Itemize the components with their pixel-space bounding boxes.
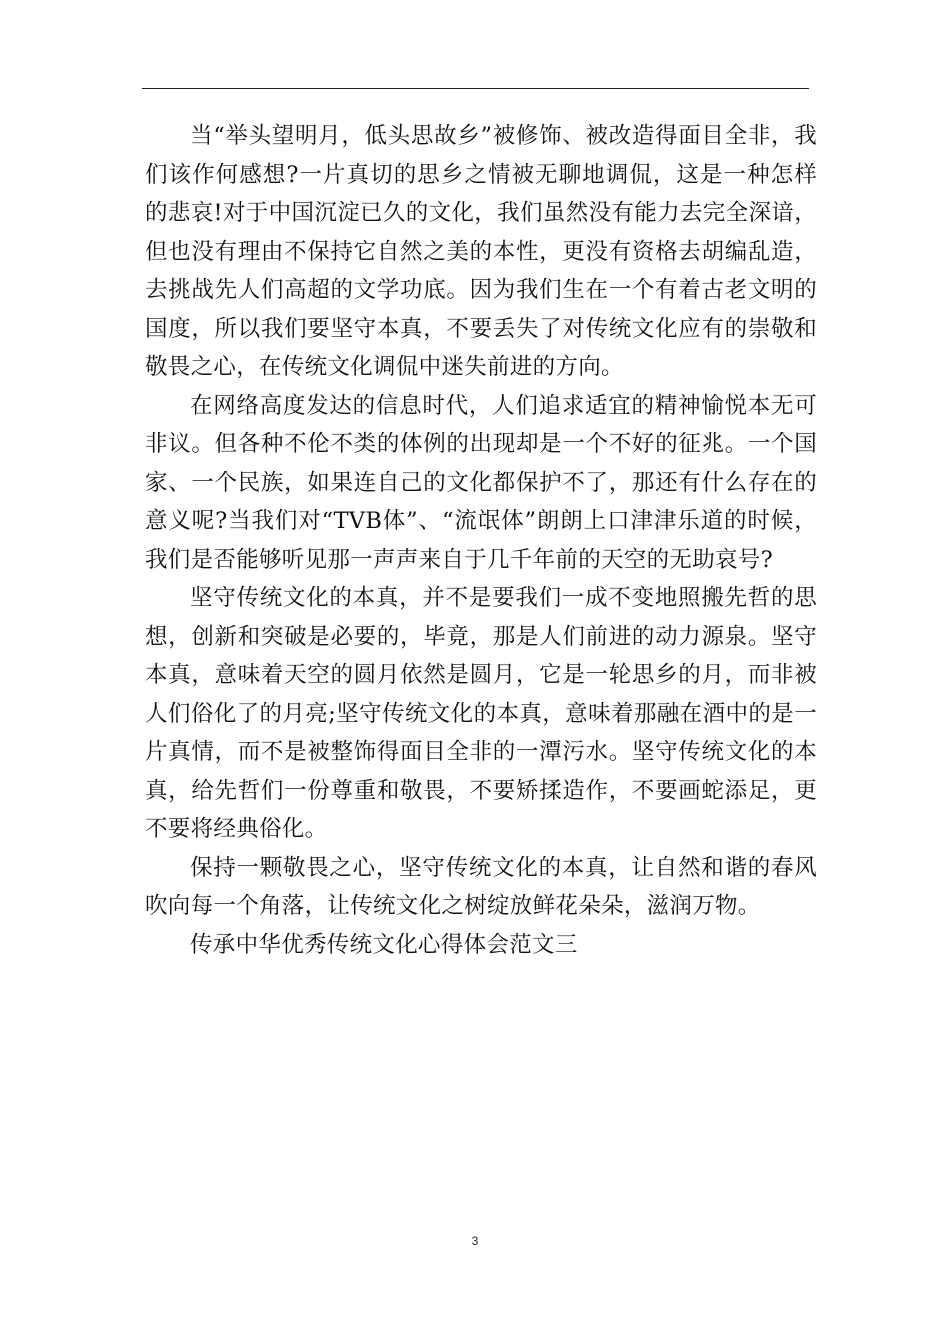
- paragraph-4: 保持一颗敬畏之心，坚守传统文化的本真，让自然和谐的春风吹向每一个角落，让传统文化之树绽放鲜花朵朵，滋润万物。: [145, 854, 817, 919]
- document-body: [145, 117, 817, 964]
- page-number: 3: [471, 1234, 479, 1248]
- paragraph-2: 在网络高度发达的信息时代，人们追求适宜的精神愉悦本无可非议。但各种不伦不类的体例的出现却是一个不好的征兆。一个国家、一个民族，如果连自己的文化都保护不了，那还有什么存在的意义呢?当我们对“TVB体”、“流氓体”朗朗上口津津乐道的时候，我们是否能够听见那一声声来自于几千年前的天空的无助哀号?: [145, 392, 817, 573]
- section-heading: 传承中华优秀传统文化心得体会范文三: [190, 931, 578, 958]
- paragraph-1: 当“举头望明月，低头思故乡”被修饰、被改造得面目全非，我们该作何感想?一片真切的思乡之情被无聊地调侃，这是一种怎样的悲哀!对于中国沉淀已久的文化，我们虽然没有能力去完全深谙，但也没有理由不保持它自然之美的本性，更没有资格去胡编乱造，去挑战先人们高超的文学功底。因为我们生在一个有着古老文明的国度，所以我们要坚守本真，不要丢失了对传统文化应有的崇敬和敬畏之心，在传统文化调侃中迷失前进的方向。: [145, 123, 817, 380]
- header-rule: [142, 88, 809, 89]
- paragraph-3: 坚守传统文化的本真，并不是要我们一成不变地照搬先哲的思想，创新和突破是必要的，毕竟，那是人们前进的动力源泉。坚守本真，意味着天空的圆月依然是圆月，它是一轮思乡的月，而非被人们俗化了的月亮;坚守传统文化的本真，意味着那融在酒中的是一片真情，而不是被整饰得面目全非的一潭污水。坚守传统文化的本真，给先哲们一份尊重和敬畏，不要矫揉造作，不要画蛇添足，更不要将经典俗化。: [145, 585, 817, 842]
